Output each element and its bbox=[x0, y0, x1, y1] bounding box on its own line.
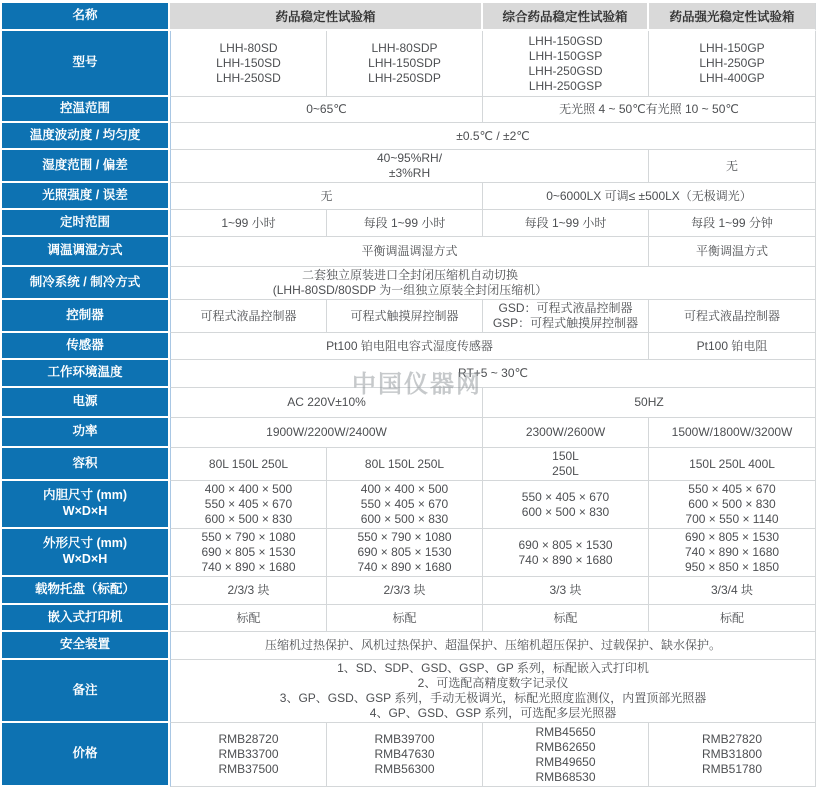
spec-value-cell bbox=[170, 210, 327, 237]
spec-value-cell bbox=[327, 448, 483, 481]
cell-line: GSD：可程式液晶控制器 bbox=[498, 301, 633, 315]
cell-line: 690 × 805 × 1530 bbox=[357, 545, 452, 559]
spec-table bbox=[2, 3, 816, 787]
cell-line: 价格 bbox=[72, 746, 98, 761]
cell-line: 3/3 块 bbox=[549, 583, 582, 597]
cell-line: W×D×H bbox=[62, 504, 108, 518]
spec-value-cell bbox=[649, 448, 816, 481]
cell-line: 药品稳定性试验箱 bbox=[275, 10, 376, 24]
cell-line: (LHH-80SD/80SDP 为一组独立原装全封闭压缩机） bbox=[272, 283, 548, 297]
table-row bbox=[2, 632, 816, 660]
cell-line: 550 × 405 × 670 bbox=[360, 497, 449, 511]
cell-line: LHH-150SD bbox=[216, 56, 281, 70]
cell-line: 标配 bbox=[236, 610, 261, 625]
cell-line: 3/3/4 块 bbox=[711, 583, 754, 597]
cell-line: 功率 bbox=[72, 424, 98, 439]
spec-value-cell bbox=[170, 418, 483, 448]
column-header-cell bbox=[649, 3, 816, 31]
cell-line: 700 × 550 × 1140 bbox=[685, 512, 779, 526]
cell-line: LHH-80SD bbox=[219, 41, 278, 55]
cell-line: Pt100 铂电阻 bbox=[696, 338, 768, 353]
spec-value-cell bbox=[649, 31, 816, 97]
spec-value-cell bbox=[649, 577, 816, 605]
spec-value-cell bbox=[170, 360, 816, 388]
cell-line: 400 × 400 × 500 bbox=[360, 482, 449, 496]
cell-line: LHH-250GSP bbox=[528, 78, 603, 93]
cell-line: RMB47630 bbox=[374, 747, 435, 761]
spec-value-cell bbox=[483, 31, 649, 97]
spec-value-cell bbox=[649, 267, 816, 300]
row-label bbox=[2, 360, 170, 388]
row-label bbox=[2, 481, 170, 529]
cell-line: 湿度范围 / 偏差 bbox=[42, 157, 128, 172]
cell-line: 2300W/2600W bbox=[525, 425, 606, 439]
cell-line: 400 × 400 × 500 bbox=[204, 482, 293, 496]
row-label bbox=[2, 150, 170, 183]
cell-line: 550 × 790 × 1080 bbox=[201, 530, 296, 544]
cell-line: 嵌入式打印机 bbox=[47, 609, 123, 624]
spec-value-cell bbox=[327, 300, 483, 333]
table-row bbox=[2, 723, 816, 787]
spec-value-cell bbox=[170, 300, 327, 333]
cell-line: 标配 bbox=[720, 610, 745, 625]
cell-line: RMB68530 bbox=[535, 769, 596, 784]
spec-value-cell bbox=[483, 481, 649, 529]
cell-line: 0~65℃ bbox=[306, 102, 347, 116]
cell-line: Pt100 铂电阻电容式湿度传感器 bbox=[326, 338, 493, 353]
cell-line: 600 × 500 × 830 bbox=[688, 497, 776, 511]
spec-value-cell bbox=[327, 577, 483, 605]
row-label bbox=[2, 267, 170, 300]
spec-value-cell bbox=[327, 529, 483, 577]
row-label bbox=[2, 605, 170, 632]
cell-line: LHH-250SD bbox=[216, 71, 281, 85]
spec-value-cell bbox=[483, 605, 649, 632]
table-row bbox=[2, 660, 816, 723]
cell-line: 250L bbox=[552, 464, 579, 478]
spec-value-cell bbox=[327, 481, 483, 529]
cell-line: LHH-150GSP bbox=[528, 48, 603, 63]
spec-value-cell bbox=[649, 529, 816, 577]
cell-line: 40~95%RH/ bbox=[376, 151, 443, 165]
cell-line: 平衡调温方式 bbox=[696, 244, 769, 258]
table-row bbox=[2, 388, 816, 418]
cell-line: 0~6000LX 可调≤ ±500LX（无极调光） bbox=[546, 188, 752, 203]
spec-value-cell bbox=[483, 448, 649, 481]
spec-value-cell bbox=[483, 418, 649, 448]
cell-line: 标配 bbox=[392, 610, 417, 625]
spec-value-cell bbox=[649, 150, 816, 183]
cell-line: LHH-250GSD bbox=[528, 63, 603, 78]
row-label bbox=[2, 210, 170, 237]
cell-line: RMB62650 bbox=[535, 739, 596, 754]
cell-line: 4、GP、GSD、GSP 系列，可选配多层光照器 bbox=[369, 706, 617, 720]
table-row bbox=[2, 183, 816, 210]
cell-line: 容积 bbox=[72, 455, 98, 470]
table-row bbox=[2, 97, 816, 123]
cell-line: LHH-250SDP bbox=[368, 71, 441, 85]
table-row bbox=[2, 210, 816, 237]
cell-line: 80L 150L 250L bbox=[364, 456, 445, 471]
cell-line: 2/3/3 块 bbox=[227, 583, 270, 597]
cell-line: 1~99 小时 bbox=[221, 215, 276, 230]
cell-line: 可程式触摸屏控制器 bbox=[350, 308, 459, 323]
cell-line: 50HZ bbox=[634, 395, 664, 409]
cell-line: 600 × 500 × 830 bbox=[204, 512, 293, 526]
cell-line: 二套独立原装进口全封闭压缩机自动切换 bbox=[302, 268, 519, 282]
spec-value-cell bbox=[483, 210, 649, 237]
cell-line: 3、GP、GSD、GSP 系列，手动无极调光，标配光照度监测仪，内置顶部光照器 bbox=[279, 691, 707, 705]
cell-line: 型号 bbox=[72, 55, 98, 70]
spec-value-cell bbox=[327, 31, 483, 97]
row-label bbox=[2, 660, 170, 723]
spec-value-cell bbox=[649, 210, 816, 237]
cell-line: 名称 bbox=[72, 8, 98, 23]
cell-line: RMB49650 bbox=[535, 754, 596, 769]
row-label bbox=[2, 577, 170, 605]
watermark-text: 中国仪器网 bbox=[352, 371, 482, 398]
row-label bbox=[2, 529, 170, 577]
spec-value-cell bbox=[170, 632, 816, 660]
row-label bbox=[2, 3, 170, 31]
cell-line: 每段 1~99 分钟 bbox=[691, 215, 773, 230]
spec-value-cell bbox=[483, 529, 649, 577]
row-label bbox=[2, 300, 170, 333]
spec-value-cell bbox=[170, 481, 327, 529]
spec-table-body bbox=[2, 3, 816, 787]
cell-line: 1、SD、SDP、GSD、GSP、GP 系列，标配嵌入式打印机 bbox=[337, 661, 649, 675]
row-label bbox=[2, 723, 170, 787]
spec-value-cell bbox=[170, 31, 327, 97]
table-row bbox=[2, 123, 816, 150]
table-row bbox=[2, 481, 816, 529]
cell-line: 1500W/1800W/3200W bbox=[671, 425, 793, 439]
cell-line: AC 220V±10% bbox=[287, 395, 366, 409]
table-row bbox=[2, 577, 816, 605]
cell-line: 外形尺寸 (mm) bbox=[42, 536, 128, 551]
spec-value-cell bbox=[170, 97, 483, 123]
cell-line: 每段 1~99 小时 bbox=[363, 215, 446, 230]
cell-line: 温度波动度 / 均匀度 bbox=[29, 127, 141, 142]
spec-value-cell bbox=[483, 577, 649, 605]
cell-line: 550 × 790 × 1080 bbox=[357, 530, 452, 544]
row-label bbox=[2, 237, 170, 267]
spec-value-cell bbox=[170, 267, 649, 300]
spec-value-cell bbox=[649, 333, 816, 360]
cell-line: 550 × 405 × 670 bbox=[521, 489, 610, 504]
spec-value-cell bbox=[170, 333, 649, 360]
cell-line: 150L 250L 400L bbox=[689, 456, 775, 471]
spec-value-cell bbox=[649, 723, 816, 787]
cell-line: 制冷系统 / 制冷方式 bbox=[29, 274, 141, 289]
cell-line: 150L bbox=[552, 449, 579, 463]
cell-line: 载物托盘（标配） bbox=[34, 582, 135, 597]
row-label bbox=[2, 123, 170, 150]
cell-line: 无光照 4 ~ 50℃有光照 10 ~ 50℃ bbox=[559, 102, 739, 116]
table-row bbox=[2, 300, 816, 333]
spec-value-cell bbox=[170, 605, 327, 632]
spec-value-cell bbox=[327, 210, 483, 237]
cell-line: 无 bbox=[726, 158, 739, 173]
cell-line: 压缩机过热保护、风机过热保护、超温保护、压缩机超压保护、过载保护、缺水保护。 bbox=[265, 638, 722, 652]
row-label bbox=[2, 183, 170, 210]
row-label bbox=[2, 333, 170, 360]
spec-value-cell bbox=[483, 723, 649, 787]
cell-line: LHH-150SDP bbox=[368, 56, 441, 70]
cell-line: 550 × 405 × 670 bbox=[688, 482, 776, 496]
cell-line: 综合药品稳定性试验箱 bbox=[502, 10, 628, 24]
spec-value-cell bbox=[170, 237, 649, 267]
cell-line: RT+5 ~ 30℃ bbox=[458, 366, 528, 380]
column-header-cell bbox=[483, 3, 649, 31]
table-row bbox=[2, 31, 816, 97]
spec-value-cell bbox=[327, 605, 483, 632]
table-row bbox=[2, 3, 816, 31]
table-row bbox=[2, 267, 816, 300]
cell-line: ±0.5℃ / ±2℃ bbox=[456, 128, 530, 143]
spec-value-cell bbox=[170, 183, 483, 210]
table-row bbox=[2, 237, 816, 267]
spec-value-cell bbox=[170, 123, 816, 150]
table-row bbox=[2, 448, 816, 481]
cell-line: 电源 bbox=[72, 394, 98, 409]
cell-line: 740 × 890 × 1680 bbox=[201, 560, 296, 574]
cell-line: ±3%RH bbox=[388, 166, 431, 180]
cell-line: 备注 bbox=[72, 682, 98, 697]
cell-line: 690 × 805 × 1530 bbox=[518, 537, 613, 552]
cell-line: 光照强度 / 误差 bbox=[42, 187, 128, 202]
cell-line: RMB31800 bbox=[701, 747, 763, 761]
cell-line: 可程式液晶控制器 bbox=[684, 308, 781, 323]
cell-line: 550 × 405 × 670 bbox=[204, 497, 293, 511]
cell-line: 1900W/2200W/2400W bbox=[266, 425, 387, 439]
cell-line: RMB51780 bbox=[701, 762, 763, 776]
cell-line: 2、可选配高精度数字记录仪 bbox=[417, 676, 569, 690]
cell-line: 740 × 890 × 1680 bbox=[357, 560, 452, 574]
table-row bbox=[2, 418, 816, 448]
spec-value-cell bbox=[483, 300, 649, 333]
spec-value-cell bbox=[170, 723, 327, 787]
cell-line: 传感器 bbox=[66, 337, 104, 352]
spec-value-cell bbox=[649, 300, 816, 333]
cell-line: RMB27820 bbox=[701, 732, 763, 746]
spec-value-cell bbox=[170, 577, 327, 605]
cell-line: 740 × 890 × 1680 bbox=[684, 545, 780, 559]
cell-line: 标配 bbox=[553, 610, 578, 625]
spec-value-cell bbox=[483, 183, 816, 210]
spec-value-cell bbox=[170, 448, 327, 481]
cell-line: 定时范围 bbox=[59, 214, 110, 229]
cell-line: RMB28720 bbox=[218, 732, 279, 746]
row-label bbox=[2, 31, 170, 97]
spec-value-cell bbox=[170, 660, 816, 723]
row-label bbox=[2, 418, 170, 448]
cell-line: 工作环境温度 bbox=[47, 365, 123, 380]
cell-line: 80L 150L 250L bbox=[208, 456, 289, 471]
cell-line: 2/3/3 块 bbox=[383, 583, 426, 597]
cell-line: 可程式液晶控制器 bbox=[200, 308, 297, 323]
cell-line: LHH-150GSD bbox=[528, 33, 603, 48]
table-row bbox=[2, 360, 816, 388]
cell-line: RMB56300 bbox=[374, 762, 435, 776]
cell-line: 690 × 805 × 1530 bbox=[684, 530, 780, 544]
spec-value-cell bbox=[170, 529, 327, 577]
spec-value-cell bbox=[483, 97, 816, 123]
spec-value-cell bbox=[649, 237, 816, 267]
spec-value-cell bbox=[170, 150, 649, 183]
cell-line: 平衡调温调湿方式 bbox=[361, 244, 458, 258]
cell-line: LHH-250GP bbox=[699, 56, 765, 70]
cell-line: LHH-400GP bbox=[699, 71, 765, 85]
cell-line: 调温调湿方式 bbox=[47, 243, 123, 258]
cell-line: 安全装置 bbox=[59, 637, 110, 652]
cell-line: 740 × 890 × 1680 bbox=[518, 552, 613, 567]
cell-line: RMB45650 bbox=[535, 724, 596, 739]
row-label bbox=[2, 97, 170, 123]
cell-line: 药品强光稳定性试验箱 bbox=[669, 10, 795, 24]
cell-line: 控温范围 bbox=[59, 101, 110, 116]
cell-line: 600 × 500 × 830 bbox=[360, 512, 449, 526]
cell-line: 600 × 500 × 830 bbox=[521, 504, 610, 519]
cell-line: LHH-150GP bbox=[699, 41, 765, 55]
spec-value-cell bbox=[649, 418, 816, 448]
cell-line: 每段 1~99 小时 bbox=[524, 215, 607, 230]
cell-line: 无 bbox=[320, 188, 333, 203]
spec-value-cell bbox=[327, 723, 483, 787]
cell-line: RMB33700 bbox=[218, 747, 279, 761]
column-header-cell bbox=[170, 3, 483, 31]
cell-line: GSP：可程式触摸屏控制器 bbox=[492, 316, 639, 330]
spec-value-cell bbox=[483, 388, 816, 418]
cell-line: LHH-80SDP bbox=[371, 41, 438, 55]
cell-line: RMB39700 bbox=[374, 732, 435, 746]
cell-line: RMB37500 bbox=[218, 762, 279, 776]
cell-line: 690 × 805 × 1530 bbox=[201, 545, 296, 559]
table-row bbox=[2, 529, 816, 577]
table-row bbox=[2, 333, 816, 360]
row-label bbox=[2, 448, 170, 481]
cell-line: 内胆尺寸 (mm) bbox=[42, 488, 128, 503]
cell-line: W×D×H bbox=[62, 552, 108, 566]
spec-value-cell bbox=[170, 388, 483, 418]
spec-value-cell bbox=[649, 605, 816, 632]
cell-line: 控制器 bbox=[66, 307, 104, 322]
cell-line: 950 × 850 × 1850 bbox=[684, 560, 780, 574]
table-row bbox=[2, 150, 816, 183]
spec-value-cell bbox=[649, 481, 816, 529]
table-row bbox=[2, 605, 816, 632]
row-label bbox=[2, 388, 170, 418]
row-label bbox=[2, 632, 170, 660]
